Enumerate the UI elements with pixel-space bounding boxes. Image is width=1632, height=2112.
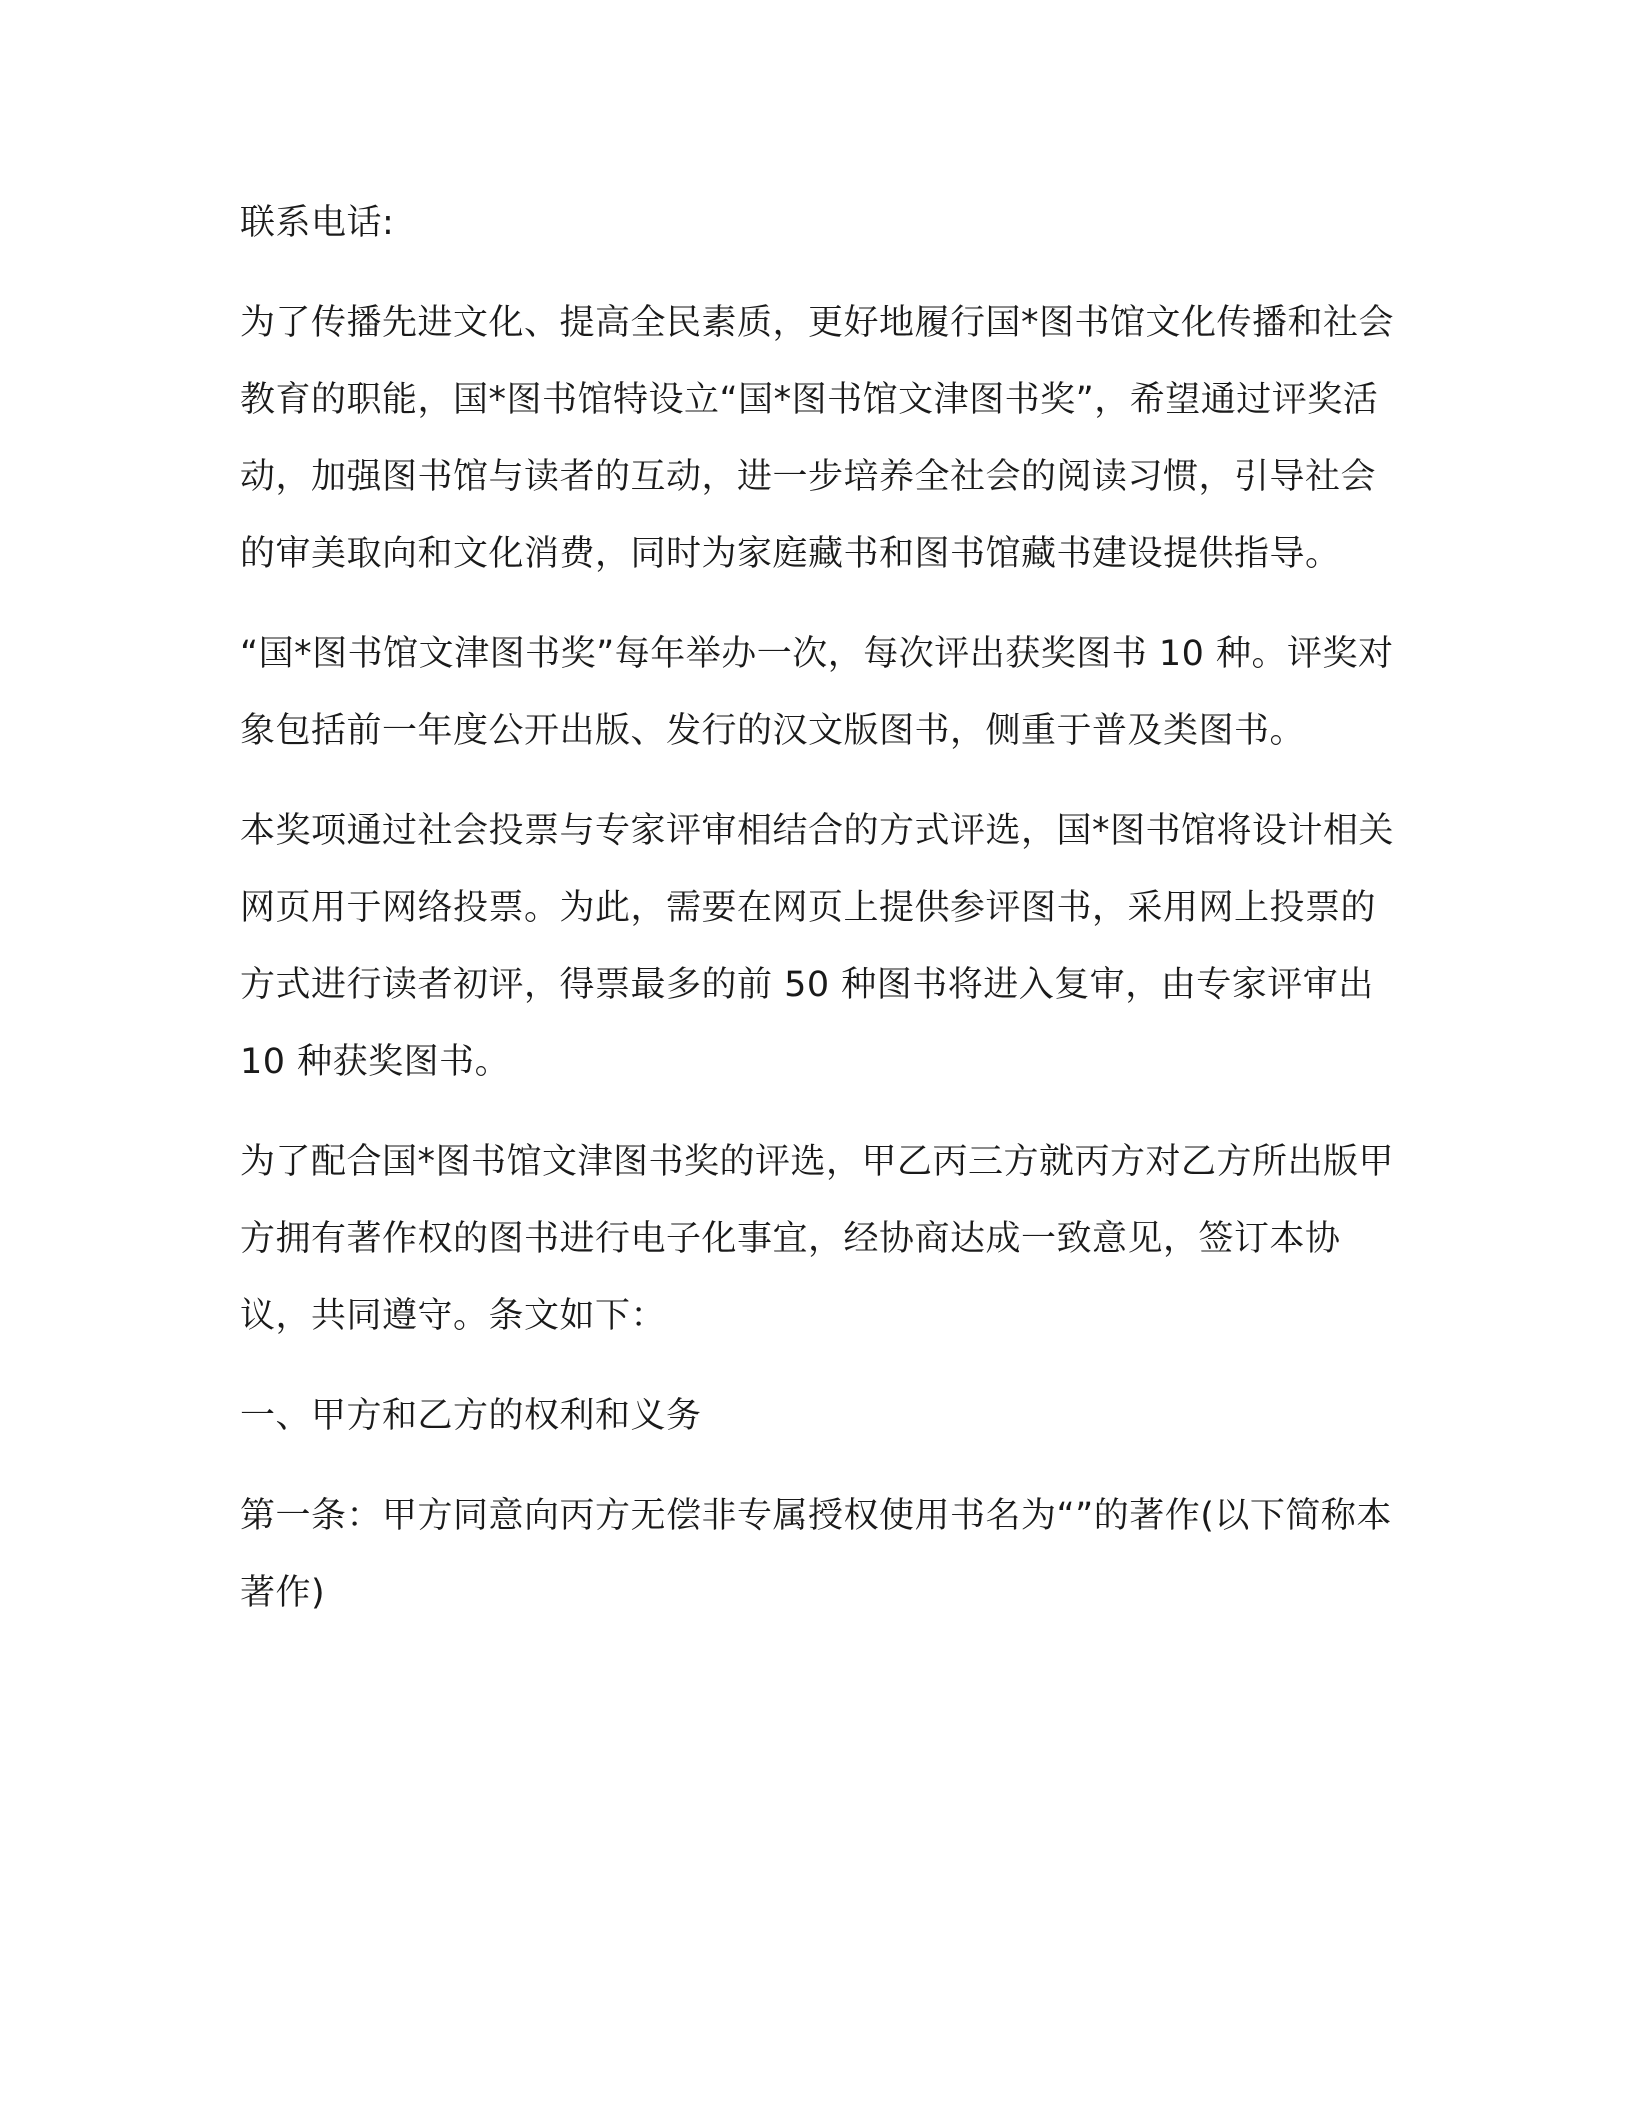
contact-phone-label: 联系电话: [240,203,395,243]
paragraph-voting-method: 本奖项通过社会投票与专家评审相结合的方式评选，国*图书馆将设计相关网页用于网络投票。为此，需要在网页上提供参评图书，采用网上投票的方式进行读者初评，得票最多的前 50 种图书将进入复审，由专家评审出 10 种获奖图书。 [240,811,1395,1082]
paragraph-award-frequency: “国*图书馆文津图书奖”每年举办一次，每次评出获奖图书 10 种。评奖对象包括前一年度公开出版、发行的汉文版图书，侧重于普及类图书。 [240,634,1394,751]
section-heading-rights: 一、甲方和乙方的权利和义务 [240,1396,702,1436]
paragraph-agreement-intro: 为了配合国*图书馆文津图书奖的评选，甲乙丙三方就丙方对乙方所出版甲方拥有著作权的图书进行电子化事宜，经协商达成一致意见，签订本协议，共同遵守。条文如下： [240,1142,1395,1336]
paragraph-purpose: 为了传播先进文化、提高全民素质，更好地履行国*图书馆文化传播和社会教育的职能，国*图书馆特设立“国*图书馆文津图书奖”，希望通过评奖活 动，加强图书馆与读者的互动，进一步培养全社会的阅读习惯，引导社会的审美取向和文化消费，同时为家庭藏书和图书馆藏书建设提供指导。 [240,303,1395,574]
document-body [240,185,1400,1655]
clause-one: 第一条：甲方同意向丙方无偿非专属授权使用书名为“”的著作(以下简称本著作) [240,1496,1392,1613]
